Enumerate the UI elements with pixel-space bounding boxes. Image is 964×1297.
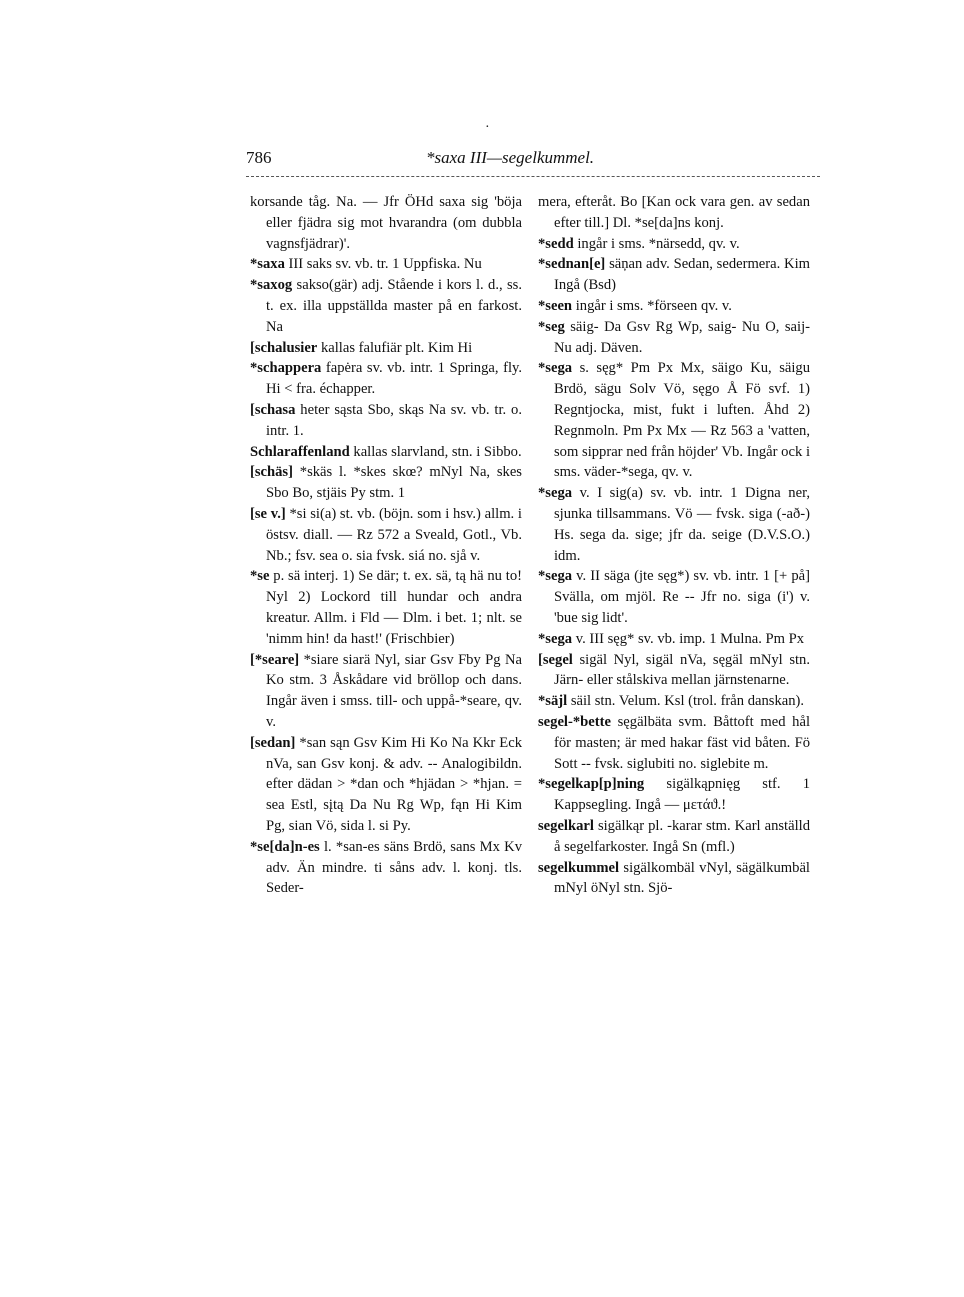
entry (250, 192, 522, 254)
entry-text: korsande tåg. Na. — Jfr ÖHd saxa sig 'böja eller fjädra sig mot hvarandra (om dubbla vagnsfjädrar)'. (250, 194, 522, 252)
entry (250, 400, 522, 442)
entry-text: *skäs l. *skes skœ? mNyl Na, skes Sbo Bo, stjäis Py stm. 1 (266, 464, 522, 502)
right-column (538, 192, 810, 899)
entry (538, 816, 810, 858)
headword: *saxa (250, 256, 285, 273)
page-number: 786 (246, 148, 272, 167)
headword: [schäs] (250, 464, 293, 481)
entry (538, 650, 810, 692)
headword: *schappera (250, 360, 322, 377)
entry (538, 358, 810, 483)
entry-text: III saks sv. vb. tr. 1 Uppfiska. Nu (288, 256, 482, 273)
entry-text: v. III sęg* sv. vb. imp. 1 Mulna. Pm Px (575, 630, 805, 647)
entry (250, 650, 522, 733)
headword: [schalusier (250, 339, 318, 356)
entry-text: säņan adv. Sedan, sedermera. Kim Ingå (Bsd) (554, 256, 810, 294)
entry-text: sigäl Nyl, sigäl nVa, sęgäl mNyl stn. Järn- eller stålskiva mellan järnstenarne. (554, 651, 810, 689)
entry-text: *si si(a) st. vb. (böjn. som i hsv.) allm. i östsv. diall. — Rz 572 a Sveald, Gotl., Vb. Nb.; fsv. sea o. sia fvsk. siá no. sjå v. (266, 505, 522, 564)
entry-text: mera, efteråt. Bo [Kan ock vara gen. av sedan efter till.] Dl. *se[da]ns konj. (538, 194, 810, 231)
entry (538, 691, 810, 712)
entry (250, 358, 522, 400)
headword: [schasa (250, 401, 296, 418)
running-head: *saxa III—segelkummel. (426, 148, 595, 167)
entry (250, 837, 522, 899)
headword: [*seare] (250, 651, 300, 668)
headword: *sega (538, 360, 573, 377)
headword: *sednan[e] (538, 256, 606, 273)
entry (250, 462, 522, 504)
headword: *sega (538, 568, 573, 585)
left-column (250, 192, 522, 899)
printer-mark: · (485, 120, 490, 135)
entry-text: kallas falufiär plt. Kim Hi (320, 339, 473, 356)
entry-text: v. II säga (jte sęg*) sv. vb. intr. 1 [+ på] Svälla, om mjöl. Re -- Jfr no. siga (i') v. 'bue sig lidt'. (554, 568, 810, 626)
entry-text: sigälkombäl vNyl, sägälkumbäl mNyl öNyl stn. Sjö- (554, 859, 810, 897)
entry (538, 774, 810, 816)
headword: *seen (538, 297, 573, 314)
entry (538, 192, 810, 234)
entry (538, 483, 810, 566)
headword: [sedan] (250, 734, 296, 751)
entry (250, 338, 522, 359)
headword: [se v.] (250, 505, 286, 522)
headword: *sega (538, 630, 573, 647)
entry-text: sigälkąpnięg stf. 1 Kappsegling. Ingå — μετάϑ.! (554, 776, 810, 814)
entry-text: fapėra sv. vb. intr. 1 Springa, fly. Hi < fra. échapper. (266, 360, 522, 398)
entry-text: p. sä interj. 1) Se där; t. ex. sä, tą hä nu to! Nyl 2) Lockord till hundar och andra kreatur. Allm. i Fld — Dlm. i bet. 1; nlt. se 'nimm hin! da hast!' (Frischbier) (266, 568, 522, 647)
headword: *segelkap[p]ning (538, 776, 645, 793)
entry-text: sakso(gär) adj. Stående i kors l. d., ss. t. ex. illa uppställda master på en farkost. Na (266, 277, 522, 335)
headword: *seg (538, 318, 565, 335)
entry (250, 254, 522, 275)
entry-text: säil stn. Velum. Ksl (trol. från danskan). (570, 693, 805, 710)
entry (538, 296, 810, 317)
entry (538, 629, 810, 650)
entry (250, 442, 522, 463)
entry-text: v. I sig(a) sv. vb. intr. 1 Digna ner, sjunka tillsammans. Vö — fvsk. siga (-að-) Hs. sega da. sige; jfr da. seige (D.V.S.O.) idm. (554, 485, 810, 564)
page-header (246, 148, 820, 170)
entry (250, 566, 522, 649)
entry-text: *siare siarä Nyl, siar Gsv Fby Pg Na Ko stm. 3 Åskådare vid bröllop och dans. Ingår även i smss. till- och uppå-*seare, qv. v. (266, 651, 522, 730)
entry (538, 712, 810, 774)
headword: [segel (538, 651, 573, 668)
entry (538, 254, 810, 296)
entry (250, 275, 522, 337)
headword: segelkummel (538, 859, 620, 876)
headword: *saxog (250, 277, 293, 294)
entry-text: kallas slarvland, stn. i Sibbo. (353, 443, 522, 460)
entry-text: s. sęg* Pm Px Mx, säigo Ku, säigu Brdö, sägu Solv Vö, sęgo Å Fö svf. 1) Regntjocka, mist, fukt i luften. Åhd 2) Regnmoln. Pm Px Mx — Rz 563 a 'vatten, som sipprar ned från höjder' Vb. Ingår ock i sms. väder-*sega, qv. v. (554, 360, 810, 481)
entry-text: sęgälbäta svm. Båttoft med hål för masten; är med hakar fäst vid båten. Fö Sott -- fvsk. siglubiti no. siglebite m. (554, 713, 810, 772)
entry-text: sigälkąr pl. -karar stm. Karl anställd å segelfarkoster. Ingå Sn (mfl.) (554, 817, 810, 855)
header-rule (246, 176, 820, 177)
headword: *sedd (538, 235, 574, 252)
headword: *sega (538, 485, 573, 502)
entry-text: l. *san-es säns Brdö, sans Mx Kv adv. Än mindre. ti såns adv. l. konj. tls. Seder- (266, 838, 522, 897)
entry-text: heter sąsta Sbo, skąs Na sv. vb. tr. o. intr. 1. (266, 401, 522, 439)
entry-text: ingår i sms. *närsedd, qv. v. (577, 235, 740, 252)
entry-text: *san sąn Gsv Kim Hi Ko Na Kkr Eck nVa, san Gsv konj. & adv. -- Analogibildn. efter dädan > *dan och *hjädan > *hjan. = sea Estl, sįtą Da Nu Rg Wp, fąn Hi Kim Pg, sian Vö, sida l. si Py. (266, 734, 522, 834)
headword: *säjl (538, 693, 568, 710)
entry (538, 566, 810, 628)
headword: segel-*bette (538, 713, 611, 730)
entry (538, 858, 810, 900)
entry-text: säig- Da Gsv Rg Wp, saig- Nu O, saij- Nu adj. Däven. (554, 318, 810, 356)
headword: Schlaraffenland (250, 443, 350, 460)
headword: *se (250, 568, 270, 585)
entry (538, 234, 810, 255)
headword: *se[da]n-es (250, 838, 320, 855)
entry (250, 504, 522, 566)
entry (250, 733, 522, 837)
entry-text: ingår i sms. *förseen qv. v. (575, 297, 732, 314)
entry (538, 317, 810, 359)
headword: segelkarl (538, 817, 594, 834)
